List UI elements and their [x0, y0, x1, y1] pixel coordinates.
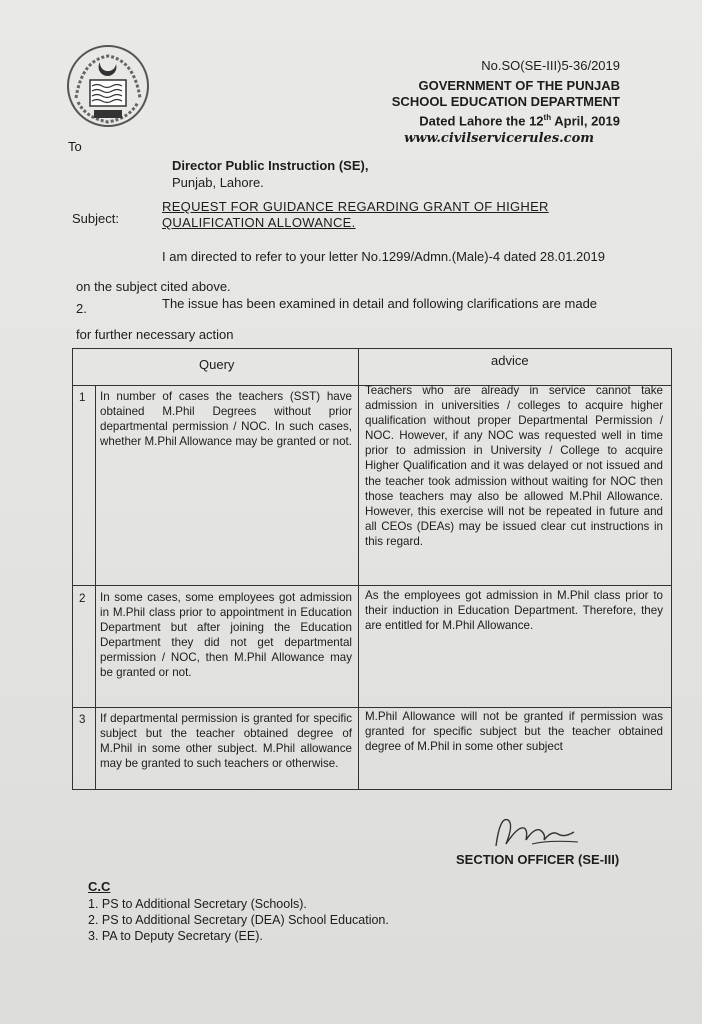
column-header-advice: advice [491, 353, 529, 368]
paragraph-2-line-1: The issue has been examined in detail and following clarifications are made [162, 296, 598, 311]
handwritten-signature [488, 806, 584, 858]
cc-item: 1. PS to Additional Secretary (Schools). [88, 897, 307, 911]
paragraph-2-number: 2. [76, 301, 87, 316]
paragraph-1-line-2: on the subject cited above. [76, 279, 231, 294]
cc-label: C.C [88, 879, 111, 894]
table-divider [95, 385, 96, 789]
row-3-advice: M.Phil Allowance will not be granted if permission was granted for specific subject but the teacher obtained degree of M.Phil in some other subject [365, 710, 663, 754]
paragraph-1-line-1: I am directed to refer to your letter No.1299/Admn.(Male)-4 dated 28.01.2019 [162, 249, 605, 264]
paragraph-2-line-2: for further necessary action [76, 327, 234, 342]
to-label: To [68, 139, 82, 154]
row-number: 1 [79, 391, 86, 404]
cc-list [88, 896, 389, 944]
reference-number: No.SO(SE-III)5-36/2019 [481, 58, 620, 73]
row-3-query: If departmental permission is granted for specific subject but the teacher obtained degree of M.Phil in some other subject. M.Phil allowance may be granted to such teachers or otherwise. [100, 712, 352, 771]
row-number: 2 [79, 592, 86, 605]
row-2-query: In some cases, some employees got admission in M.Phil class prior to appointment in Education Department but after joining the Education Department they did not get departmental permission / NOC, then M.Phil Allowance may be granted or not. [100, 591, 352, 680]
table-divider [358, 349, 359, 789]
website-watermark: www.civilservicerules.com [404, 131, 594, 146]
row-2-advice: As the employees got admission in M.Phil class prior to their induction in Education Department. Therefore, they are entitled for M.Phil Allowance. [365, 589, 663, 633]
header-department: SCHOOL EDUCATION DEPARTMENT [391, 94, 620, 109]
row-1-query: In number of cases the teachers (SST) have obtained M.Phil Degrees without prior departmental permission / NOC. In such cases, whether M.Phil Allowance may be granted or not. [100, 390, 352, 449]
cc-item: 2. PS to Additional Secretary (DEA) School Education. [88, 913, 389, 927]
header-government: GOVERNMENT OF THE PUNJAB [418, 78, 620, 93]
punjab-government-logo [62, 40, 154, 132]
subject-label: Subject: [72, 211, 119, 226]
addressee-line-2: Punjab, Lahore. [172, 175, 264, 190]
header-date: Dated Lahore the 12th April, 2019 [419, 113, 620, 129]
row-number: 3 [79, 713, 86, 726]
subject-text: REQUEST FOR GUIDANCE REGARDING GRANT OF HIGHER QUALIFICATION ALLOWANCE. [162, 199, 549, 230]
cc-item: 3. PA to Deputy Secretary (EE). [88, 929, 263, 943]
signatory-title: SECTION OFFICER (SE-III) [456, 852, 620, 867]
column-header-query: Query [199, 357, 235, 372]
clarification-table [72, 348, 672, 790]
table-divider [73, 707, 671, 708]
row-1-advice: Teachers who are already in service cannot take admission in universities / colleges to acquire higher qualification without proper Departmental Permission / NOC. However, if any NOC was requested well in time prior to admission in University / College to acquire Higher Qualification and it was delayed or not issued and the teacher took admission without waiting for NOC then those teachers may also be allowed M.Phil Allowance. However, this exercise will not be repeated in future and all CEOs (DEAs) may be issued clear cut instructions in this regard. [365, 384, 663, 548]
table-divider [73, 585, 671, 586]
addressee-line-1: Director Public Instruction (SE), [172, 158, 369, 173]
